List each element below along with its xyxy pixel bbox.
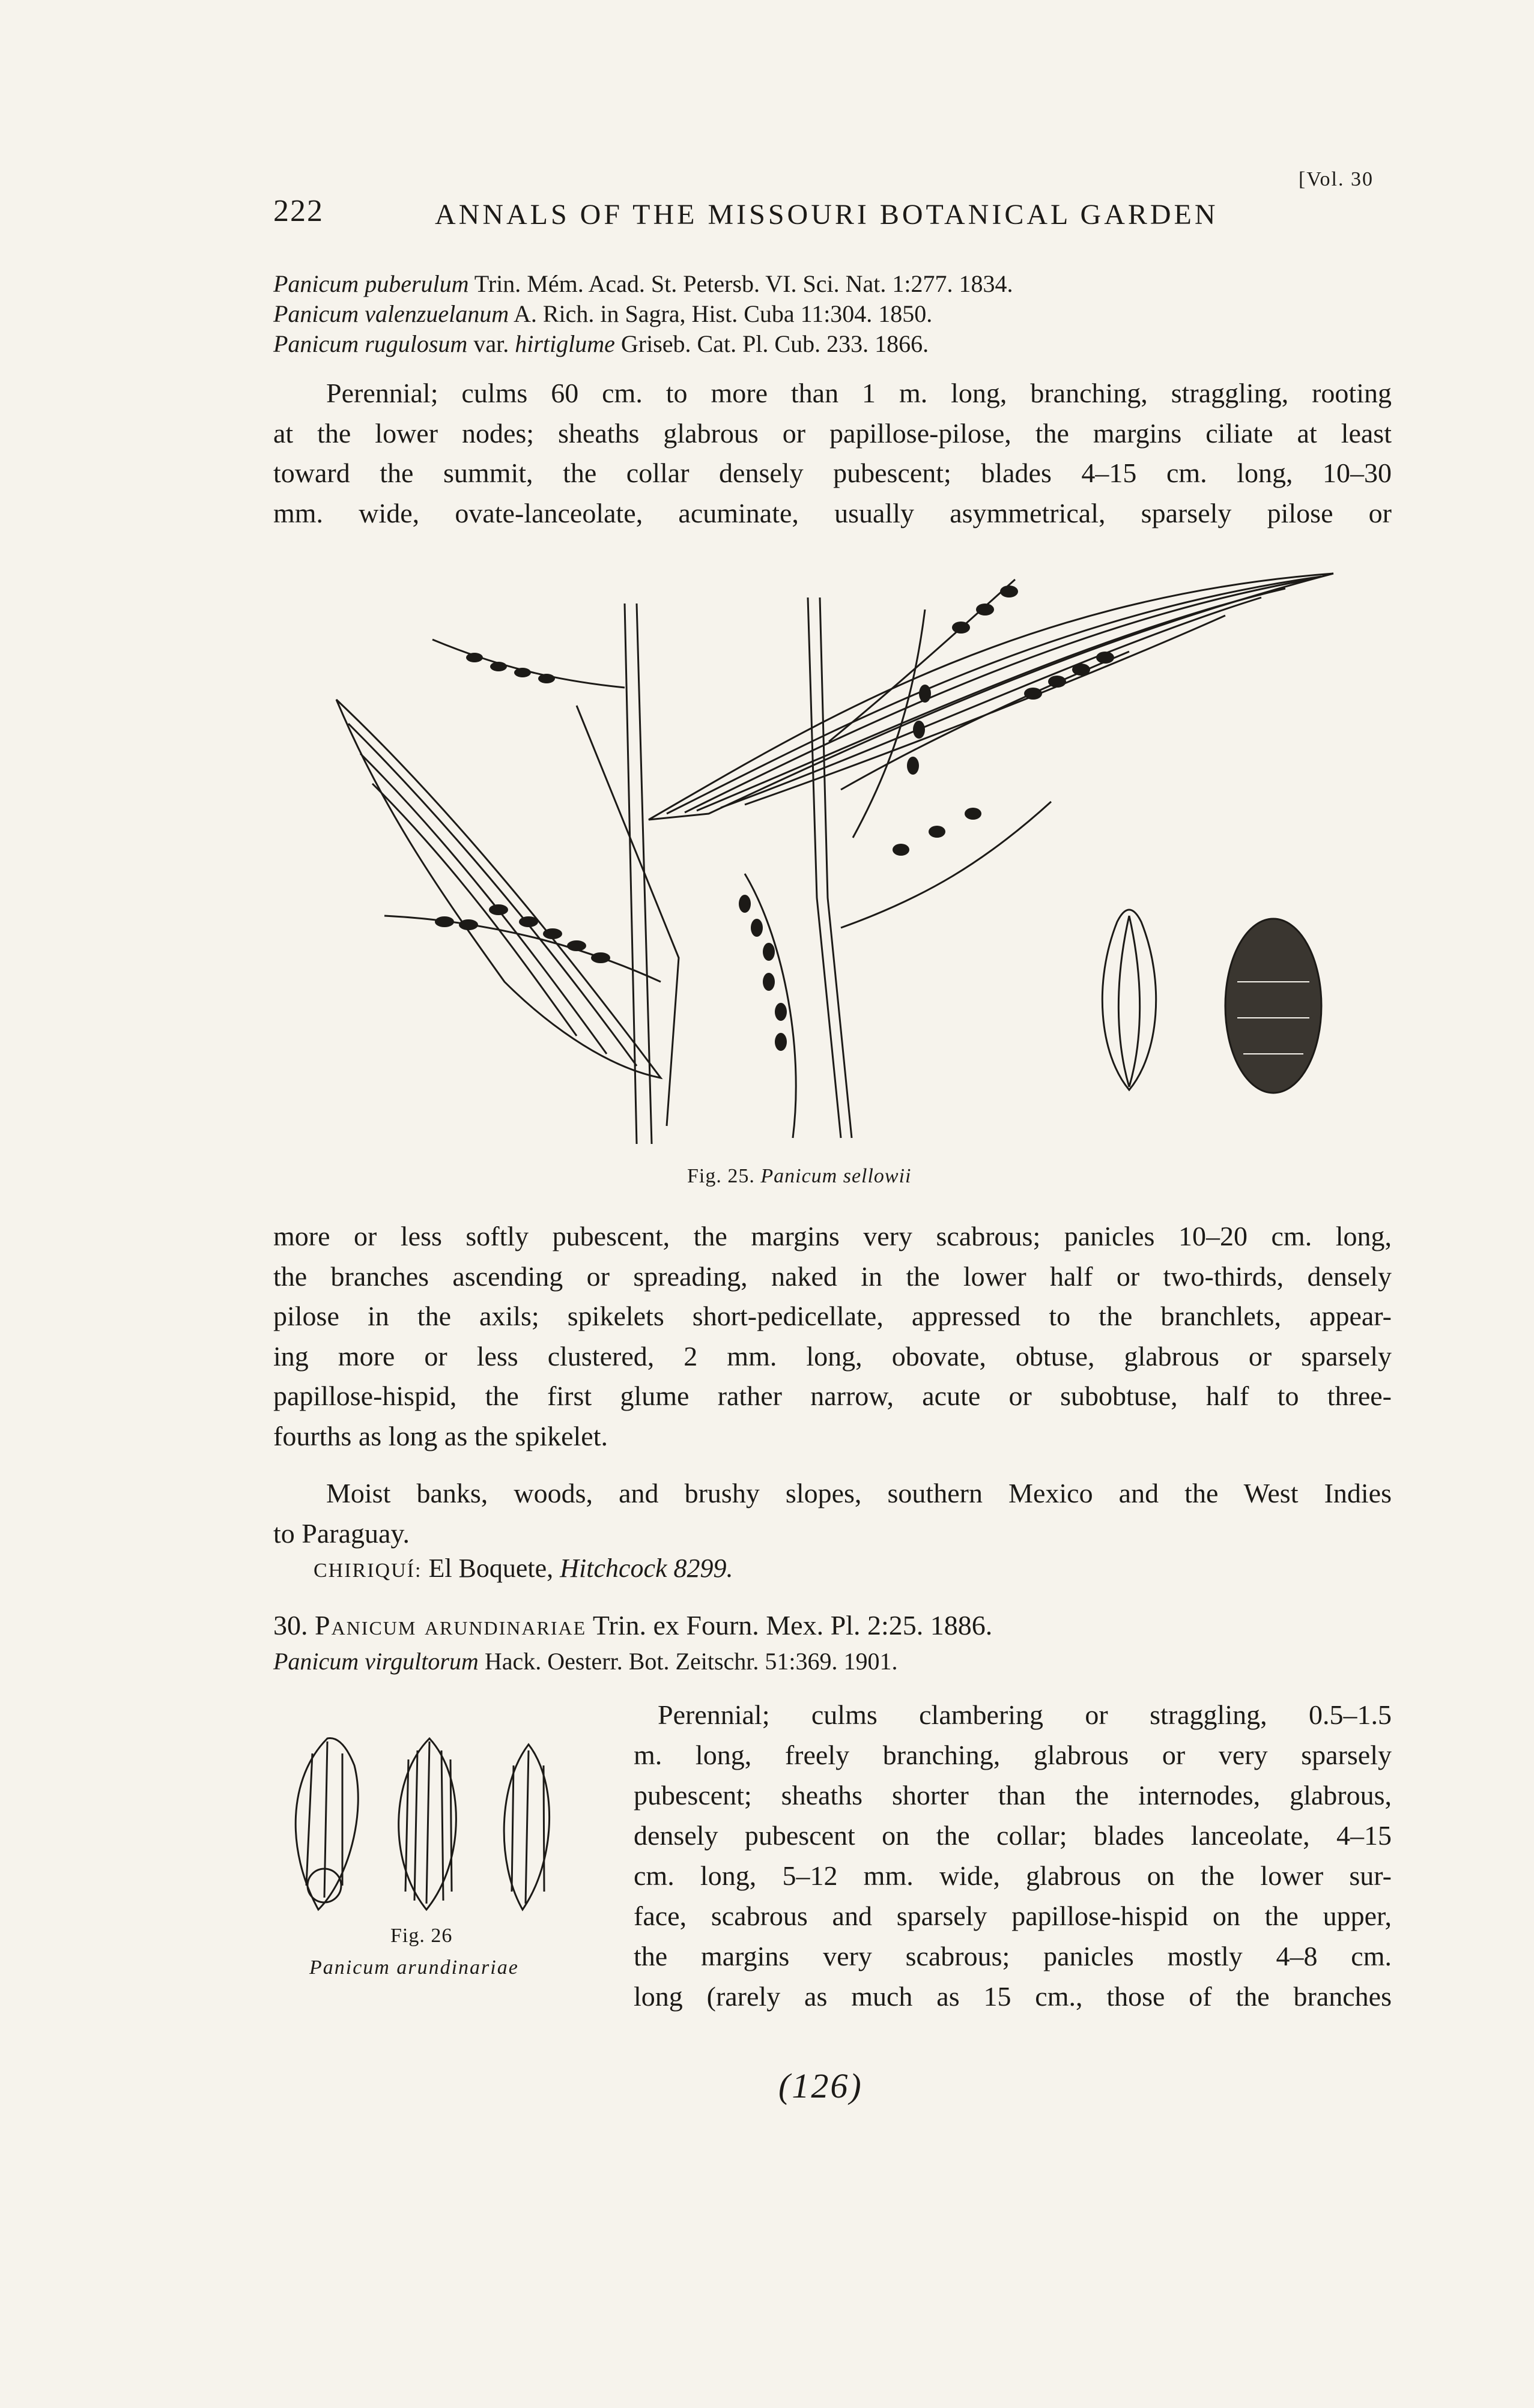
text-line: face, scabrous and sparsely papillose-hispid on the upper, xyxy=(634,1901,1392,1931)
text-line: the margins very scabrous; panicles mostly 4–8 cm. xyxy=(634,1941,1392,1971)
species-number: 30. xyxy=(273,1610,308,1641)
text-line: pilose in the axils; spikelets short-pedicellate, appressed to the branchlets, appear- xyxy=(273,1301,1392,1331)
figure-25-illustration xyxy=(324,561,1345,1162)
text-line: Perennial; culms clambering or straggling, 0.5–1.5 xyxy=(658,1699,1392,1730)
synonym-name: Panicum valenzuelanum xyxy=(273,300,509,327)
synonym-citation: Hack. Oesterr. Bot. Zeitschr. 51:369. 1901. xyxy=(484,1648,898,1675)
figure-26-illustration xyxy=(276,1729,589,1928)
synonym-variety: hirtiglume xyxy=(515,330,615,357)
synonym-citation: Trin. Mém. Acad. St. Petersb. VI. Sci. Nat. 1:277. 1834. xyxy=(474,270,1013,297)
page-marker: (126) xyxy=(778,2066,863,2105)
text-line: the branches ascending or spreading, naked in the lower half or two-thirds, densely xyxy=(273,1260,1392,1292)
synonym-citation: var. xyxy=(473,330,515,357)
specimen-collector: Hitchcock 8299. xyxy=(560,1553,733,1583)
figure-species: Panicum sellowii xyxy=(760,1165,912,1187)
text-line: m. long, freely branching, glabrous or very sparsely xyxy=(634,1740,1392,1770)
synonym-name: Panicum rugulosum xyxy=(273,330,468,357)
text-line: to Paraguay. xyxy=(273,1517,410,1549)
journal-title: ANNALS OF THE MISSOURI BOTANICAL GARDEN xyxy=(435,199,1219,231)
synonym-citation: A. Rich. in Sagra, Hist. Cuba 11:304. 1850. xyxy=(513,300,933,327)
synonym-line xyxy=(273,329,929,359)
figure-25-caption xyxy=(687,1165,912,1188)
text-line: cm. long, 5–12 mm. wide, glabrous on the lower sur- xyxy=(634,1860,1392,1891)
distribution-paragraph xyxy=(273,1474,1392,1553)
page-number: 222 xyxy=(273,194,324,228)
synonym-name: Panicum virgultorum xyxy=(273,1648,479,1675)
text-line: pubescent; sheaths shorter than the internodes, glabrous, xyxy=(634,1780,1392,1811)
species-heading xyxy=(273,1609,992,1641)
figure-species: Panicum arundinariae xyxy=(309,1956,519,1979)
text-line: Perennial; culms 60 cm. to more than 1 m. long, branching, straggling, rooting xyxy=(326,378,1392,408)
text-line: densely pubescent on the collar; blades lanceolate, 4–15 xyxy=(634,1820,1392,1851)
specimen-locality: El Boquete, xyxy=(428,1553,554,1583)
text-line: toward the summit, the collar densely pubescent; blades 4–15 cm. long, 10–30 xyxy=(273,458,1392,488)
species-citation: Trin. ex Fourn. Mex. Pl. 2:25. 1886. xyxy=(592,1610,993,1641)
description-paragraph xyxy=(634,1695,1392,2016)
text-line: fourths as long as the spikelet. xyxy=(273,1420,608,1451)
figure-26-label: Fig. 26 xyxy=(390,1925,453,1947)
text-line: ing more or less clustered, 2 mm. long, obovate, obtuse, glabrous or sparsely xyxy=(273,1340,1392,1372)
synonym-citation: Griseb. Cat. Pl. Cub. 233. 1866. xyxy=(614,330,929,357)
specimen-locality-label: CHIRIQUÍ: xyxy=(314,1559,422,1582)
text-line: Moist banks, woods, and brushy slopes, southern Mexico and the West Indies xyxy=(326,1478,1392,1508)
figure-label: Fig. 25. xyxy=(687,1165,755,1187)
synonym-name: Panicum puberulum xyxy=(273,270,469,297)
synonym-line xyxy=(273,1647,897,1677)
text-line: long (rarely as much as 15 cm., those of the branches xyxy=(634,1981,1392,2012)
species-name: Panicum arundinariae xyxy=(315,1610,587,1641)
text-line: mm. wide, ovate-lanceolate, acuminate, usually asymmetrical, sparsely pilose or xyxy=(273,497,1392,528)
specimen-citation xyxy=(314,1553,733,1584)
figure-26-species xyxy=(309,1956,519,1979)
description-paragraph xyxy=(273,1217,1392,1456)
text-line: papillose-hispid, the first glume rather narrow, acute or subobtuse, half to three- xyxy=(273,1381,1392,1411)
volume-label: [Vol. 30 xyxy=(1299,168,1374,190)
text-line: more or less softly pubescent, the margins very scabrous; panicles 10–20 cm. long, xyxy=(273,1221,1392,1251)
synonym-line xyxy=(273,299,932,329)
synonym-line xyxy=(273,269,1013,299)
description-paragraph xyxy=(273,374,1392,533)
text-line: at the lower nodes; sheaths glabrous or papillose-pilose, the margins ciliate at least xyxy=(273,417,1392,449)
